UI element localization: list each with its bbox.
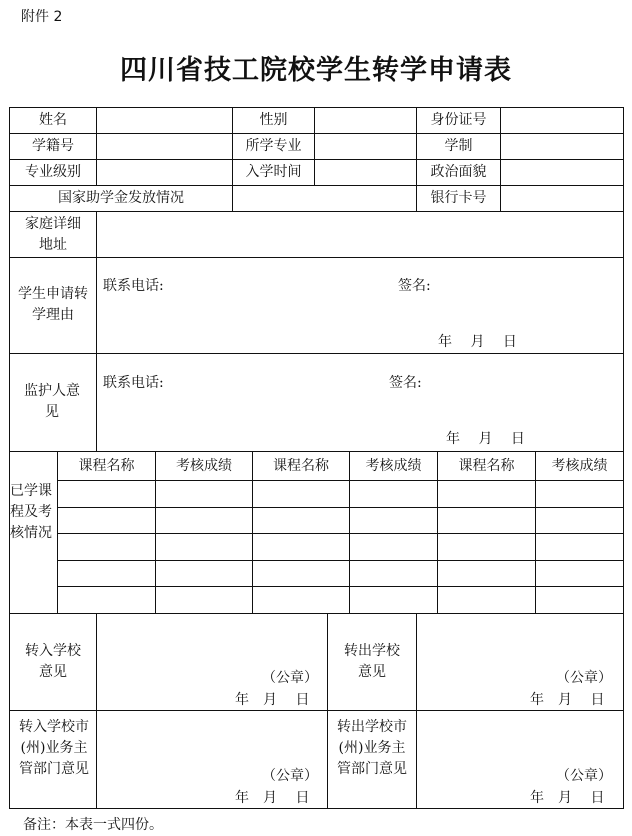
major-field[interactable] [315,134,416,159]
page-title: 四川省技工院校学生转学申请表 [120,55,512,86]
label-political-status: 政治面貌 [430,164,487,180]
city-in-date: 年 月 日 [235,790,310,806]
transfer-out-date: 年 月 日 [530,692,605,708]
label-id-number: 身份证号 [430,112,487,128]
label-student-number: 学籍号 [32,138,74,154]
label-city-out-opinion: 转出学校市(州)业务主管部门意见 [337,719,407,777]
student-reason-field[interactable] [97,300,623,328]
student-date-label: 年 月 日 [438,334,517,350]
transfer-out-seal: （公章） [556,670,612,686]
label-transfer-out-opinion: 转出学校意见 [344,643,400,680]
label-duration: 学制 [444,138,473,154]
label-transfer-in-opinion: 转入学校意见 [25,643,81,680]
label-national-grant: 国家助学金发放情况 [58,190,184,206]
transfer-in-seal: （公章） [262,670,318,686]
major-level-field[interactable] [97,160,232,185]
home-address-field[interactable] [97,212,623,257]
political-status-field[interactable] [501,160,623,185]
course-entries-area[interactable] [58,481,623,612]
label-major: 所学专业 [245,138,302,154]
footer-note: 备注：本表一式四份。 [23,817,163,833]
label-home-address: 家庭详细地址 [25,216,81,253]
guardian-phone-label: 联系电话: [103,375,164,391]
city-in-opinion-field[interactable] [97,711,327,761]
label-city-in-opinion: 转入学校市(州)业务主管部门意见 [19,719,89,777]
gender-field[interactable] [315,108,416,133]
national-grant-field[interactable] [233,186,416,211]
guardian-sign-label: 签名: [389,375,422,391]
student-number-field[interactable] [97,134,232,159]
city-out-opinion-field[interactable] [417,711,623,761]
enrollment-date-field[interactable] [315,160,416,185]
label-courses: 已学课程及考核情况 [10,483,52,541]
course-header-score-3: 考核成绩 [551,458,608,474]
guardian-opinion-field[interactable] [97,397,623,425]
label-guardian-opinion: 监护人意见 [24,383,80,420]
label-gender: 性别 [259,112,288,128]
label-student-reason: 学生申请转学理由 [18,286,88,323]
city-in-seal: （公章） [262,768,318,784]
name-field[interactable] [97,108,232,133]
student-phone-label: 联系电话: [103,278,164,294]
course-header-score-1: 考核成绩 [176,458,232,474]
label-enrollment-date: 入学时间 [245,164,302,180]
label-name: 姓名 [39,112,67,128]
city-out-seal: （公章） [556,768,612,784]
label-major-level: 专业级别 [25,164,81,180]
transfer-in-opinion-field[interactable] [97,614,327,664]
course-header-name-3: 课程名称 [458,458,515,474]
bank-card-field[interactable] [501,186,623,211]
attachment-label: 附件 2 [21,9,63,25]
duration-field[interactable] [501,134,623,159]
id-number-field[interactable] [501,108,623,133]
transfer-out-opinion-field[interactable] [417,614,623,664]
course-header-score-2: 考核成绩 [365,458,422,474]
course-header-name-1: 课程名称 [78,458,135,474]
guardian-date-label: 年 月 日 [446,431,525,447]
label-bank-card: 银行卡号 [430,190,487,206]
student-sign-label: 签名: [398,278,431,294]
course-header-name-2: 课程名称 [273,458,329,474]
transfer-in-date: 年 月 日 [235,692,310,708]
city-out-date: 年 月 日 [530,790,605,806]
